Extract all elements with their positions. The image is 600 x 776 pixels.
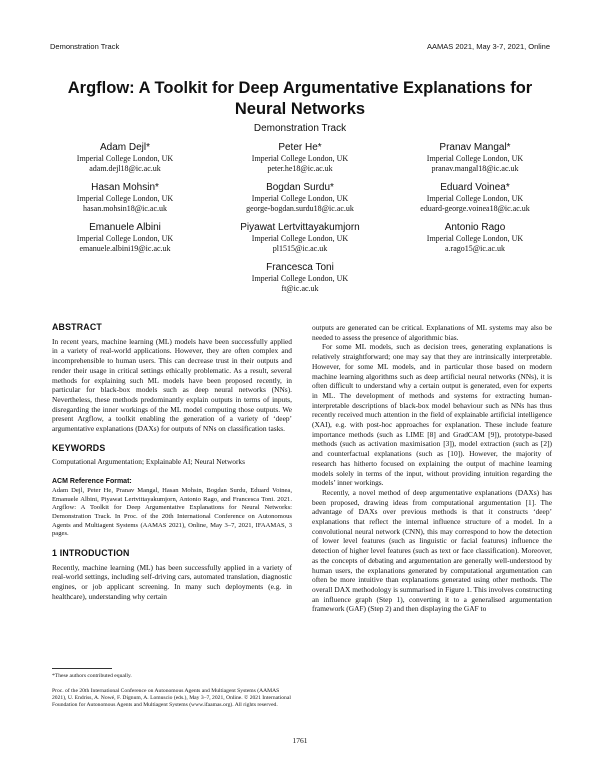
author-affiliation: Imperial College London, UK: [76, 154, 174, 163]
author-affiliation: Imperial College London, UK: [426, 234, 524, 243]
author-email: a.rago15@ic.ac.uk: [444, 244, 505, 253]
author: [390, 221, 560, 254]
author-affiliation: Imperial College London, UK: [76, 234, 174, 243]
running-header-right: AAMAS 2021, May 3-7, 2021, Online: [427, 42, 550, 51]
author: [215, 261, 385, 294]
keywords-heading: KEYWORDS: [52, 442, 106, 453]
author-name: Peter He*: [278, 142, 322, 153]
author: [215, 141, 385, 174]
author-email: peter.he18@ic.ac.uk: [267, 164, 333, 173]
author: [390, 181, 560, 214]
author-email: hasan.mohsin18@ic.ac.uk: [82, 204, 167, 213]
author: [215, 181, 385, 214]
paper-title: Argflow: A Toolkit for Deep Argumentative Explanations for Neural Networks: [67, 79, 533, 118]
author-name: Adam Dejl*: [99, 142, 151, 153]
author-affiliation: Imperial College London, UK: [251, 154, 349, 163]
page-number: 1761: [292, 736, 308, 745]
author-name: Bogdan Surdu*: [266, 182, 334, 193]
author-email: george-bogdan.surdu18@ic.ac.uk: [246, 204, 354, 213]
author-affiliation: Imperial College London, UK: [426, 154, 524, 163]
paper-subtitle: Demonstration Track: [253, 123, 347, 134]
right-column: [312, 323, 552, 614]
author-name: Emanuele Albini: [89, 222, 161, 233]
author-email: emanuele.albini19@ic.ac.uk: [79, 244, 171, 253]
footnote: *These authors contributed equally.: [52, 673, 132, 679]
left-column: [52, 323, 292, 602]
author-name: Hasan Mohsin*: [91, 182, 159, 193]
footnote-rule: [52, 668, 112, 669]
author-affiliation: Imperial College London, UK: [251, 234, 349, 243]
author-block: [40, 141, 560, 301]
author-email: pranav.mangal18@ic.ac.uk: [431, 164, 519, 173]
author: [40, 181, 210, 214]
author-affiliation: Imperial College London, UK: [426, 194, 524, 203]
author-affiliation: Imperial College London, UK: [251, 194, 349, 203]
author: [40, 221, 210, 254]
author-name: Francesca Toni: [266, 262, 334, 273]
author-affiliation: Imperial College London, UK: [251, 274, 349, 283]
acm-reference-text: Adam Dejl, Peter He, Pranav Mangal, Hasan Mohsin, Bogdan Surdu, Eduard Voinea, Emanuele Albini, Piyawat Lertvittayakumjorn, Antonio Rago, and Francesca Toni. 2021. Argflow: A Toolkit for Deep Argumentative Explanations for Neural Networks: Demonstration Track. In Proc. of the 20th International Conference on Autonomous Agents and Multiagent Systems (AAMAS 2021), Online, May 3–7, 2021, IFAAMAS, 3 pages.: [52, 486, 292, 538]
introduction-heading: 1 INTRODUCTION: [52, 548, 130, 559]
copyright-notice: Proc. of the 20th International Conference on Autonomous Agents and Multiagent Systems (AAMAS 2021), U. Endriss, A. Nowé, F. Dignum, A. Lomuscio (eds.), May 3–7, 2021, Online. © 2021 International Foundation for Autonomous Agents and Multiagent Systems (www.ifaamas.org). All rights reserved.: [52, 688, 291, 708]
keywords-text: Computational Argumentation; Explainable AI; Neural Networks: [52, 457, 246, 467]
author-email: ft@ic.ac.uk: [281, 284, 319, 293]
author: [215, 221, 385, 254]
acm-reference-heading: ACM Reference Format:: [52, 478, 132, 486]
author-email: eduard-george.voinea18@ic.ac.uk: [420, 204, 530, 213]
author-name: Pranav Mangal*: [439, 142, 511, 153]
author-email: pl1515@ic.ac.uk: [272, 244, 328, 253]
abstract-heading: ABSTRACT: [52, 322, 102, 332]
body-paragraph: Recently, a novel method of deep argumentative explanations (DAXs) has been proposed, drawing ideas from computational argumentation [1]. The advantage of DAXs over previous methods is that it constructs ‘deep’ explanations that reflect the internal influence structure of a model. In a convolutional neural network (CNN), this may correspond to how the detection of lower level features (such as linguistic or facial features) influence the detection of higher level features (such as text or face classification). Moreover, as the concepts of debating and argumentation are generally well-understood by human users, the explanations generated by computational argumentation can often be more intuitive than explanations generated using other methods. The overall DAX methodology is summarised in Figure 1. This involves constructing an influence graph (Step 1), converting it to a generalised argumentation framework (GAF) (Step 2) and then displaying the GAF to: [312, 487, 552, 614]
author-name: Antonio Rago: [444, 222, 506, 233]
author: [40, 141, 210, 174]
introduction-text: Recently, machine learning (ML) has been successfully applied in a variety of real-world settings, including self-driving cars, automated translation, diagnostic engines, or job applicant screening. In many such deployments (e.g. in healthcare), understanding why certain: [52, 562, 292, 601]
author-name: Piyawat Lertvittayakumjorn: [240, 222, 360, 233]
author-email: adam.dejl18@ic.ac.uk: [89, 164, 161, 173]
body-paragraph: outputs are generated can be critical. Explanations of ML systems may also be needed to assess the presence of algorithmic bias.: [312, 323, 552, 342]
author-name: Eduard Voinea*: [440, 182, 510, 193]
author-affiliation: Imperial College London, UK: [76, 194, 174, 203]
running-header-left: Demonstration Track: [50, 42, 120, 51]
abstract-text: In recent years, machine learning (ML) models have been successfully applied in a variety of real-world applications. However, they are often complex and incomprehensible to human users. This can decrease trust in their outputs and render their usage in critical settings ethically problematic. As a result, several methods for explaining such ML models have been proposed recently, in particular for black-box models such as deep neural networks (NNs). Nevertheless, these methods predominantly explain outputs in terms of inputs, disregarding the inner workings of the ML model computing those outputs. We present Argflow, a toolkit enabling the generation of a variety of ‘deep’ argumentative explanations (DAXs) for outputs of NNs on classification tasks.: [52, 336, 292, 434]
author: [390, 141, 560, 174]
body-paragraph: For some ML models, such as decision trees, generating explanations is relatively straightforward; one may say that they are intrinsically interpretable. However, for some ML models, and in particular those based on modern machine learning algorithms such as deep artificial neural networks (NNs), it is often difficult to understand why a certain output is generated, even for experts in ML. The development of methods and systems for extracting human-interpretable descriptions of black-box model behaviour such as NNs has thus recently received much attention in the field of explainable artificial intelligence (XAI), e.g. with post-hoc approaches for explanation. These include feature importance methods (such as LIME [8] and GradCAM [9]), prototype-based methods (such as activation maximisation [3]), model extraction (such as [2]) and counterfactual explanations (such as [10]). However, the majority of research has hitherto focused on explaining the output of machine learning models solely in terms of the input, without providing intuition regarding the models’ inner workings.: [312, 342, 552, 488]
